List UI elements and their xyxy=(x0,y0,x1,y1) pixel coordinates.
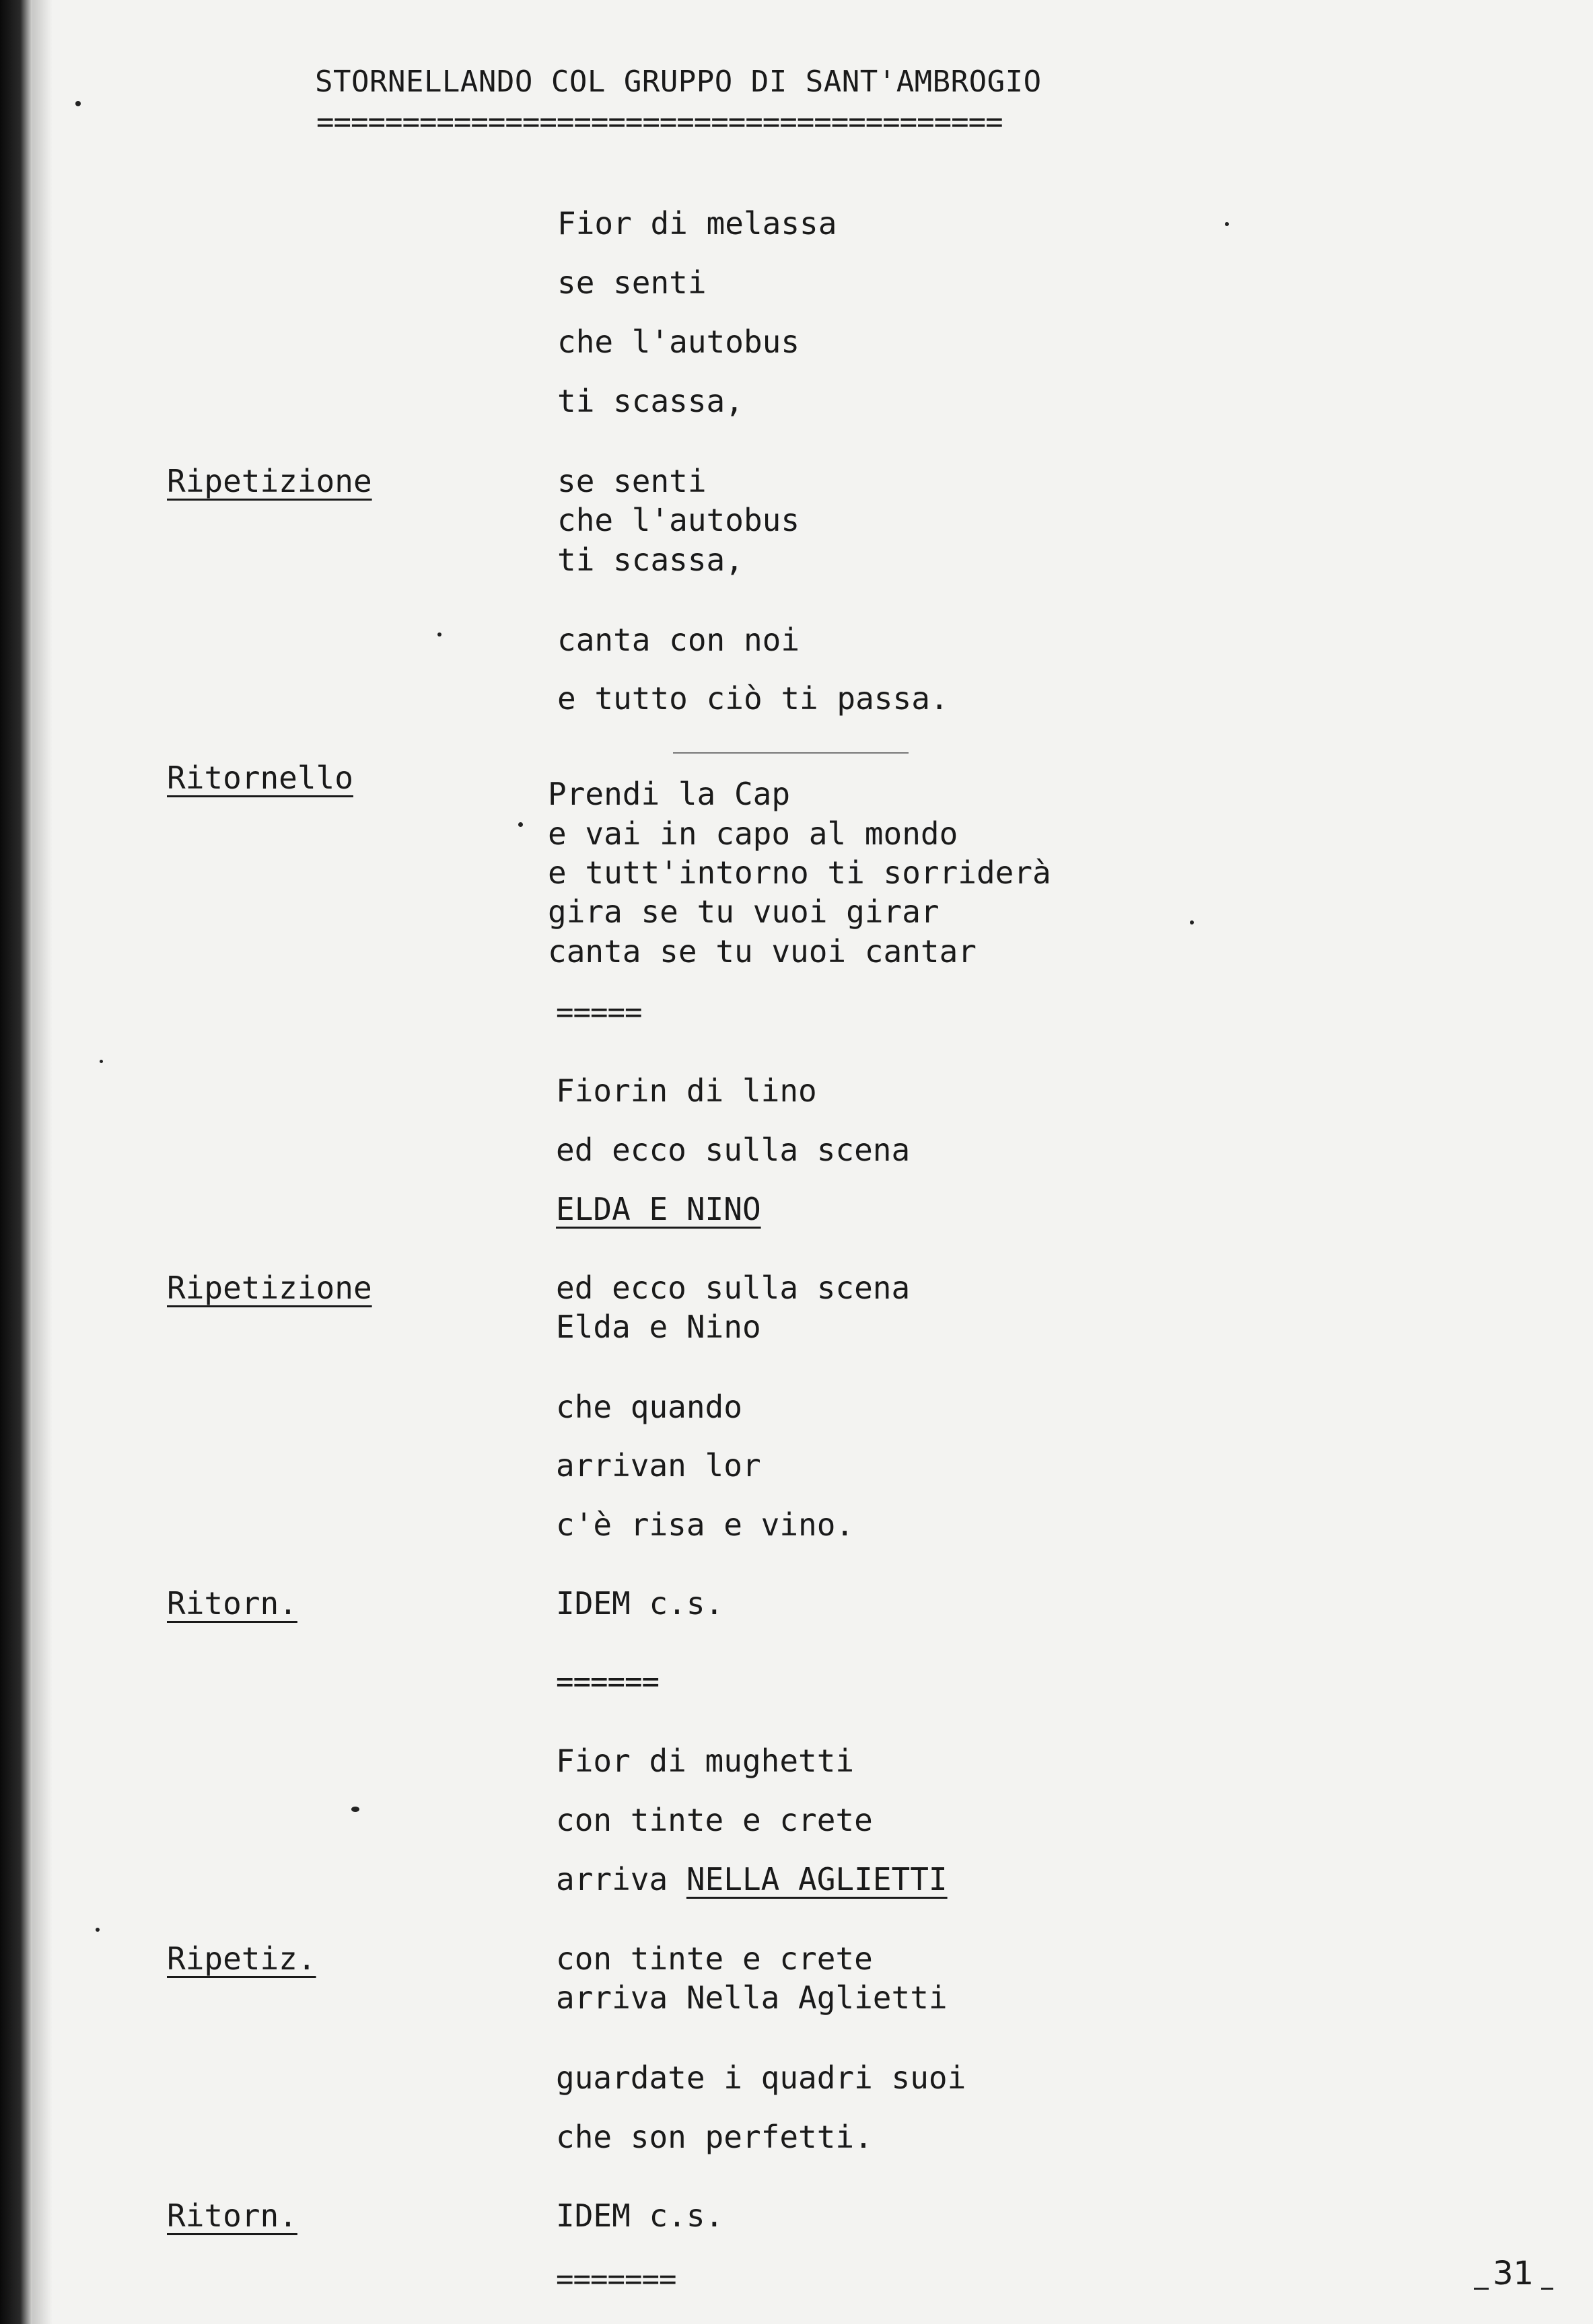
chorus-line: e vai in capo al mondo xyxy=(548,815,958,852)
scan-binding-edge xyxy=(0,0,32,2324)
chorus-line: gira se tu vuoi girar xyxy=(548,894,940,930)
page-title: STORNELLANDO COL GRUPPO DI SANT'AMBROGIO xyxy=(315,65,1042,99)
chorus-line: canta se tu vuoi cantar xyxy=(548,933,977,970)
verse-line: ti scassa, xyxy=(557,383,744,419)
page-shadow xyxy=(32,0,52,2324)
scan-speck xyxy=(100,1060,103,1063)
label-ritornello: Ritornello xyxy=(167,760,353,796)
repeat-line: se senti xyxy=(557,463,707,499)
label-ripetizione: Ripetizione xyxy=(167,463,372,499)
scan-speck xyxy=(351,1807,359,1812)
stanza-rule: ====== xyxy=(556,1665,659,1699)
verse-line: che son perfetti. xyxy=(556,2119,873,2155)
label-ripetizione: Ripetizione xyxy=(167,1270,372,1306)
stanza-rule: ======= xyxy=(556,2262,676,2296)
performer-names: ELDA E NINO xyxy=(556,1191,761,1227)
verse-line: ed ecco sulla scena xyxy=(556,1132,911,1168)
repeat-line: arriva Nella Aglietti xyxy=(556,1980,948,2016)
verse-line-with-name xyxy=(556,1861,948,1897)
page-number: 31 xyxy=(1493,2255,1534,2292)
verse-line: canta con noi xyxy=(557,622,800,658)
verse-line: che quando xyxy=(556,1389,742,1425)
verse-line: c'è risa e vino. xyxy=(556,1506,855,1543)
chorus-rule: ===== xyxy=(556,995,642,1029)
repeat-line: Elda e Nino xyxy=(556,1309,761,1345)
page-number-dash xyxy=(1474,2288,1489,2290)
title-rule: ======================================== xyxy=(316,105,1003,139)
chorus-line: e tutt'intorno ti sorriderà xyxy=(548,855,1051,891)
label-ritorn: Ritorn. xyxy=(167,2198,297,2234)
verse-line: se senti xyxy=(557,264,707,301)
scan-speck xyxy=(437,632,441,637)
label-ritorn: Ritorn. xyxy=(167,1585,297,1622)
chorus-reference: IDEM c.s. xyxy=(556,2198,724,2234)
scan-speck xyxy=(1190,920,1194,924)
scan-speck xyxy=(1225,222,1229,226)
chorus-line: Prendi la Cap xyxy=(548,776,791,812)
page-number-dash xyxy=(1541,2288,1553,2290)
scan-speck xyxy=(75,101,81,106)
verse-line: Fior di melassa xyxy=(557,205,837,242)
verse-line: Fior di mughetti xyxy=(556,1743,855,1779)
verse-line: che l'autobus xyxy=(557,324,800,360)
repeat-line: con tinte e crete xyxy=(556,1940,873,1977)
verse-line: Fiorin di lino xyxy=(556,1073,817,1109)
repeat-line: ti scassa, xyxy=(557,542,744,578)
scan-speck xyxy=(96,1928,100,1932)
performer-name: NELLA AGLIETTI xyxy=(686,1861,948,1897)
verse-line: arrivan lor xyxy=(556,1447,761,1484)
verse-prefix: arriva xyxy=(556,1861,686,1897)
scan-speck xyxy=(518,822,523,827)
repeat-line: che l'autobus xyxy=(557,502,800,538)
verse-line: con tinte e crete xyxy=(556,1802,873,1838)
chorus-reference: IDEM c.s. xyxy=(556,1585,724,1622)
verse-line: guardate i quadri suoi xyxy=(556,2060,966,2096)
label-ripetiz: Ripetiz. xyxy=(167,1940,316,1977)
repeat-line: ed ecco sulla scena xyxy=(556,1270,911,1306)
section-separator xyxy=(673,752,909,754)
verse-line: e tutto ciò ti passa. xyxy=(557,680,949,717)
